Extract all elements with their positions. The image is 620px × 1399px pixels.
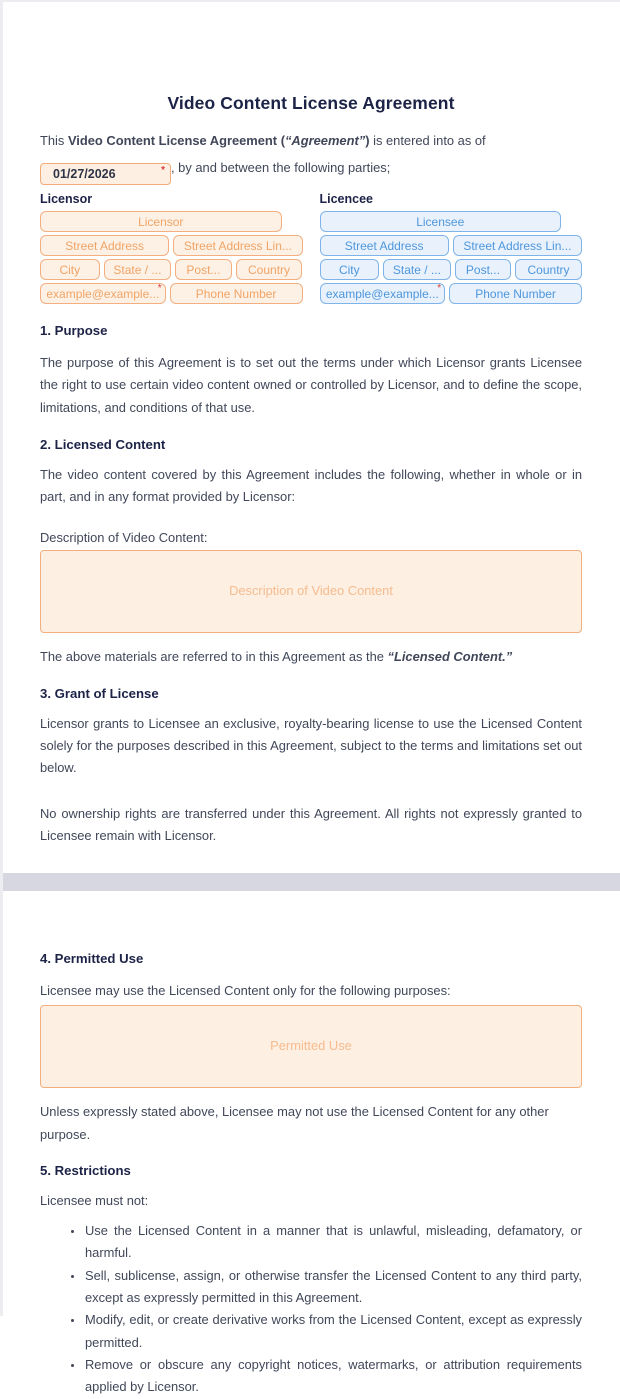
required-asterisk: * — [157, 283, 162, 294]
section-5-heading: 5. Restrictions — [40, 1162, 131, 1178]
licensee-name-input[interactable] — [320, 211, 562, 232]
restrictions-list — [40, 1220, 582, 1398]
section-4-paragraph: Licensee may use the Licensed Content only for the following purposes: — [40, 983, 451, 998]
section-4-heading: 4. Permitted Use — [40, 951, 144, 966]
licensee-street2-input[interactable] — [453, 235, 582, 256]
form-page-2 — [0, 891, 620, 1395]
licensee-label: Licencee — [319, 192, 374, 206]
licensee-column — [320, 192, 583, 307]
section-3-paragraph-1: Licensor grants to Licensee an exclusive, royalty-bearing license to use the Licensed Content solely for the purposes described in this Agreement, subject to the terms and limitations set out below. — [40, 715, 582, 776]
parties-section — [40, 192, 582, 307]
intro-lead: This — [40, 133, 68, 148]
section-3-paragraph-2: No ownership rights are transferred under this Agreement. All rights not expressly granted to Licensee remain with Licensor. — [40, 805, 582, 843]
required-asterisk: * — [161, 165, 165, 176]
licensor-country-input[interactable] — [236, 259, 303, 280]
licensor-name-row — [40, 211, 303, 232]
intro-close-paren: ) — [365, 133, 370, 148]
restriction-item: • Remove or obscure any copyright notices, watermarks, or attribution requirements applied by Licensor. — [84, 1354, 582, 1399]
restriction-item: • Sell, sublicense, assign, or otherwise transfer the Licensed Content to any third party, except as expressly permitted in this Agreement. — [84, 1265, 582, 1310]
licensee-street-input[interactable] — [320, 235, 449, 256]
section-2-heading: 2. Licensed Content — [40, 436, 166, 452]
licensee-city-row — [320, 259, 583, 280]
licensor-street-row — [40, 235, 303, 256]
licensor-city-input[interactable] — [40, 259, 100, 280]
licensor-postal-input[interactable] — [175, 259, 231, 280]
licensee-contact-row — [320, 283, 583, 304]
intro-agreement-term: “Agreement” — [284, 133, 366, 148]
licensor-city-row — [40, 259, 303, 280]
agreement-date-field[interactable] — [40, 163, 171, 185]
description-textarea[interactable] — [40, 550, 582, 633]
licensee-country-input[interactable] — [515, 259, 582, 280]
intro-agreement-name: Video Content License Agreement — [67, 133, 278, 148]
intro-mid: is entered into as of — [369, 133, 486, 148]
note-lead: The above materials are referred to in this Agreement as the — [40, 649, 388, 665]
description-field-label: Description of Video Content: — [40, 530, 208, 546]
licensee-email-wrap — [320, 283, 446, 304]
licensee-street-row — [320, 235, 583, 256]
licensor-state-input[interactable] — [104, 259, 172, 280]
page-break-divider — [0, 873, 620, 891]
intro-tail: , by and between the following parties; — [171, 160, 391, 175]
licensor-name-input[interactable] — [40, 211, 282, 232]
permitted-use-textarea[interactable] — [40, 1005, 582, 1088]
licensor-contact-row — [40, 283, 303, 304]
page-top-edge — [0, 0, 620, 2]
licensor-phone-input[interactable] — [170, 283, 303, 304]
required-asterisk: * — [437, 283, 442, 294]
section-1-paragraph: The purpose of this Agreement is to set out the terms under which Licensor grants Licensee the right to use certain video content owned or controlled by Licensor, and to define the scope, limitations, and conditions of that use. — [40, 355, 582, 415]
restriction-item: • Modify, edit, or create derivative works from the Licensed Content, except as expressly permitted. — [84, 1309, 582, 1354]
licensor-label: Licensor — [40, 192, 93, 206]
note-term: “Licensed Content.” — [387, 649, 513, 665]
section-3-heading: 3. Grant of License — [40, 685, 159, 701]
licensee-phone-input[interactable] — [449, 283, 582, 304]
intro-open-paren: ( — [277, 133, 285, 148]
page-title: Video Content License Agreement — [167, 93, 455, 113]
licensee-postal-input[interactable] — [455, 259, 511, 280]
agreement-date-value: 01/27/2026 — [53, 167, 116, 181]
section-5-intro: Licensee must not: — [40, 1192, 149, 1208]
licensor-column — [40, 192, 303, 307]
licensee-email-input[interactable] — [320, 283, 446, 304]
intro-paragraph — [40, 127, 582, 185]
section-2-paragraph: The video content covered by this Agreement includes the following, whether in whole or in part, and in any format provided by Licensor: — [40, 466, 582, 505]
licensor-email-wrap — [40, 283, 166, 304]
page-left-edge — [0, 0, 3, 1316]
section-4-note: Unless expressly stated above, Licensee may not use the Licensed Content for any other purpose. — [40, 1104, 549, 1142]
licensor-email-input[interactable] — [40, 283, 166, 304]
restriction-item: • Use the Licensed Content in a manner that is unlawful, misleading, defamatory, or harmful. — [84, 1220, 582, 1265]
licensor-street2-input[interactable] — [173, 235, 302, 256]
section-1-heading: 1. Purpose — [40, 323, 108, 338]
licensee-state-input[interactable] — [383, 259, 451, 280]
licensed-content-note — [40, 646, 582, 668]
licensee-city-input[interactable] — [320, 259, 380, 280]
licensee-name-row — [320, 211, 583, 232]
licensor-street-input[interactable] — [40, 235, 169, 256]
